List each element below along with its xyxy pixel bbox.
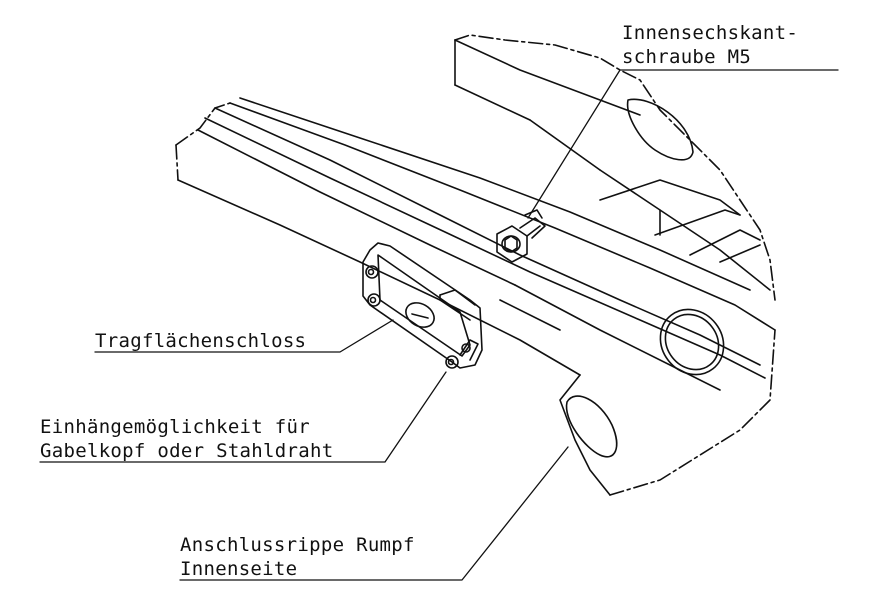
hook-label-line2: Gabelkopf oder Stahldraht [40, 440, 334, 462]
hook-label-line1: Einhängemöglichkeit für [40, 416, 310, 438]
hex-socket-screw [497, 210, 545, 262]
rib-label-line1: Anschlussrippe Rumpf [180, 534, 415, 556]
wing-lock-label: Tragflächenschloss [95, 330, 307, 352]
leader-lines [40, 70, 838, 580]
rib-label-line2: Innenseite [180, 558, 298, 580]
screw-label-line2: schraube M5 [622, 46, 752, 68]
screw-label-line1: Innensechskant- [622, 22, 799, 44]
back-rib [455, 35, 775, 300]
